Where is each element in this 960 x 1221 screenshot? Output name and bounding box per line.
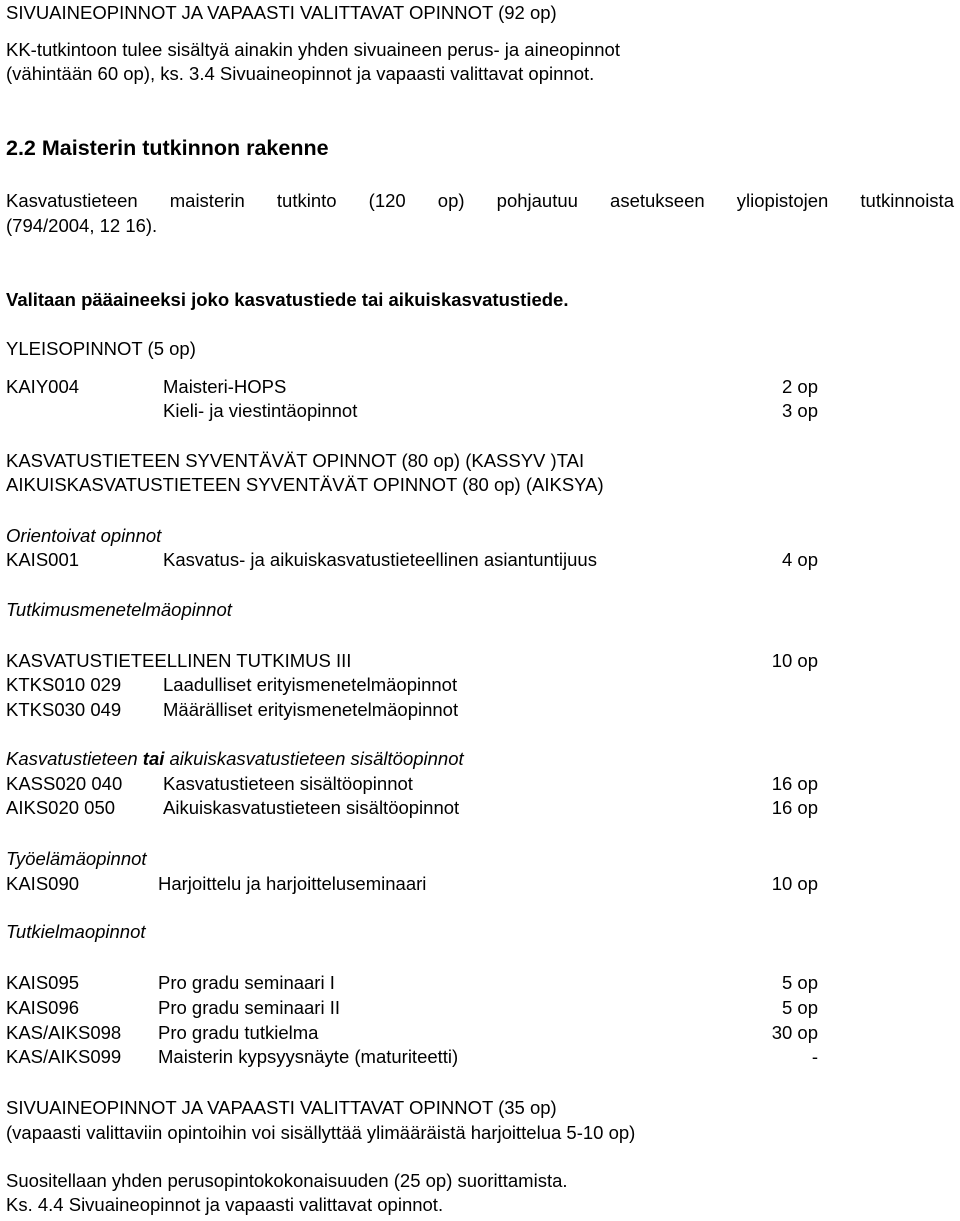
section-paragraph-line-2: (794/2004, 12 16).: [6, 215, 158, 236]
syventavat-line-1: KASVATUSTIETEEN SYVENTÄVÄT OPINNOT (80 op) (KASSYV )TAI: [6, 450, 585, 471]
tutkielma-heading: Tutkielmaopinnot: [6, 921, 146, 942]
course-code: KAIS001: [6, 549, 80, 570]
intro-title: SIVUAINEOPINNOT JA VAPAASTI VALITTAVAT OPINNOT (92 op): [6, 2, 557, 23]
tutkimus-group-title: KASVATUSTIETEELLINEN TUTKIMUS III: [6, 650, 352, 671]
intro-line-1: KK-tutkintoon tulee sisältyä ainakin yhden sivuaineen perus- ja aineopinnot: [6, 39, 620, 60]
sivuaine-note: (vapaasti valittaviin opintoihin voi sisällyttää ylimääräistä harjoittelua 5-10 op): [6, 1122, 636, 1143]
course-credits: 5 op: [781, 997, 818, 1018]
course-code: KAS/AIKS099: [6, 1046, 122, 1067]
course-code: KAIS090: [6, 873, 80, 894]
course-credits: 30 op: [771, 1022, 818, 1043]
course-code: KAIY004: [6, 376, 80, 397]
course-credits: 16 op: [771, 773, 818, 794]
course-code: KAIS096: [6, 997, 80, 1018]
course-name: Laadulliset erityismenetelmäopinnot: [163, 674, 458, 695]
course-credits: 5 op: [781, 972, 818, 993]
course-name: Maisteri-HOPS: [163, 376, 287, 397]
course-credits: 4 op: [781, 549, 818, 570]
major-note: Valitaan pääaineeksi joko kasvatustiede tai aikuiskasvatustiede.: [6, 289, 569, 310]
tutkimus-heading: Tutkimusmenetelmäopinnot: [6, 599, 232, 620]
course-credits: 3 op: [781, 400, 818, 421]
course-credits: -: [811, 1046, 818, 1067]
course-code: KAIS095: [6, 972, 80, 993]
sisalto-heading-part-2: aikuiskasvatustieteen sisältöopinnot: [164, 748, 464, 769]
course-name: Pro gradu seminaari I: [158, 972, 335, 993]
sivuaine-reference: Ks. 4.4 Sivuaineopinnot ja vapaasti valittavat opinnot.: [6, 1194, 444, 1215]
course-name: Harjoittelu ja harjoitteluseminaari: [158, 873, 427, 894]
section-heading: 2.2 Maisterin tutkinnon rakenne: [6, 136, 329, 160]
course-name: Pro gradu tutkielma: [158, 1022, 319, 1043]
section-paragraph-line-1: Kasvatustieteen maisterin tutkinto (120 op) pohjautuu asetukseen yliopistojen tutkinnoista: [6, 190, 954, 211]
course-code: KTKS030 049: [6, 699, 122, 720]
tyoelama-heading: Työelämäopinnot: [6, 848, 147, 869]
course-name: Kasvatustieteen sisältöopinnot: [163, 773, 413, 794]
course-name: Pro gradu seminaari II: [158, 997, 341, 1018]
course-name: Kasvatus- ja aikuiskasvatustieteellinen asiantuntijuus: [163, 549, 597, 570]
course-code: KTKS010 029: [6, 674, 122, 695]
course-name: Kieli- ja viestintäopinnot: [163, 400, 358, 421]
sivuaine-title: SIVUAINEOPINNOT JA VAPAASTI VALITTAVAT OPINNOT (35 op): [6, 1097, 557, 1118]
sisalto-heading: [6, 748, 464, 770]
syventavat-line-2: AIKUISKASVATUSTIETEEN SYVENTÄVÄT OPINNOT (80 op) (AIKSYA): [6, 474, 604, 495]
course-code: KAS/AIKS098: [6, 1022, 122, 1043]
course-name: Aikuiskasvatustieteen sisältöopinnot: [163, 797, 460, 818]
sisalto-heading-bold: tai: [142, 748, 165, 769]
sisalto-heading-part-1: Kasvatustieteen: [6, 748, 143, 769]
course-credits: 10 op: [771, 873, 818, 894]
intro-line-2: (vähintään 60 op), ks. 3.4 Sivuaineopinnot ja vapaasti valittavat opinnot.: [6, 63, 595, 84]
course-code: KASS020 040: [6, 773, 123, 794]
course-credits: 16 op: [771, 797, 818, 818]
yleisopinnot-heading: YLEISOPINNOT (5 op): [6, 338, 196, 359]
course-name: Maisterin kypsyysnäyte (maturiteetti): [158, 1046, 459, 1067]
course-credits: 2 op: [781, 376, 818, 397]
course-name: Määrälliset erityismenetelmäopinnot: [163, 699, 459, 720]
tutkimus-group-credits: 10 op: [771, 650, 818, 671]
course-code: AIKS020 050: [6, 797, 116, 818]
orientoivat-heading: Orientoivat opinnot: [6, 525, 162, 546]
sivuaine-recommendation: Suositellaan yhden perusopintokokonaisuuden (25 op) suorittamista.: [6, 1170, 568, 1191]
